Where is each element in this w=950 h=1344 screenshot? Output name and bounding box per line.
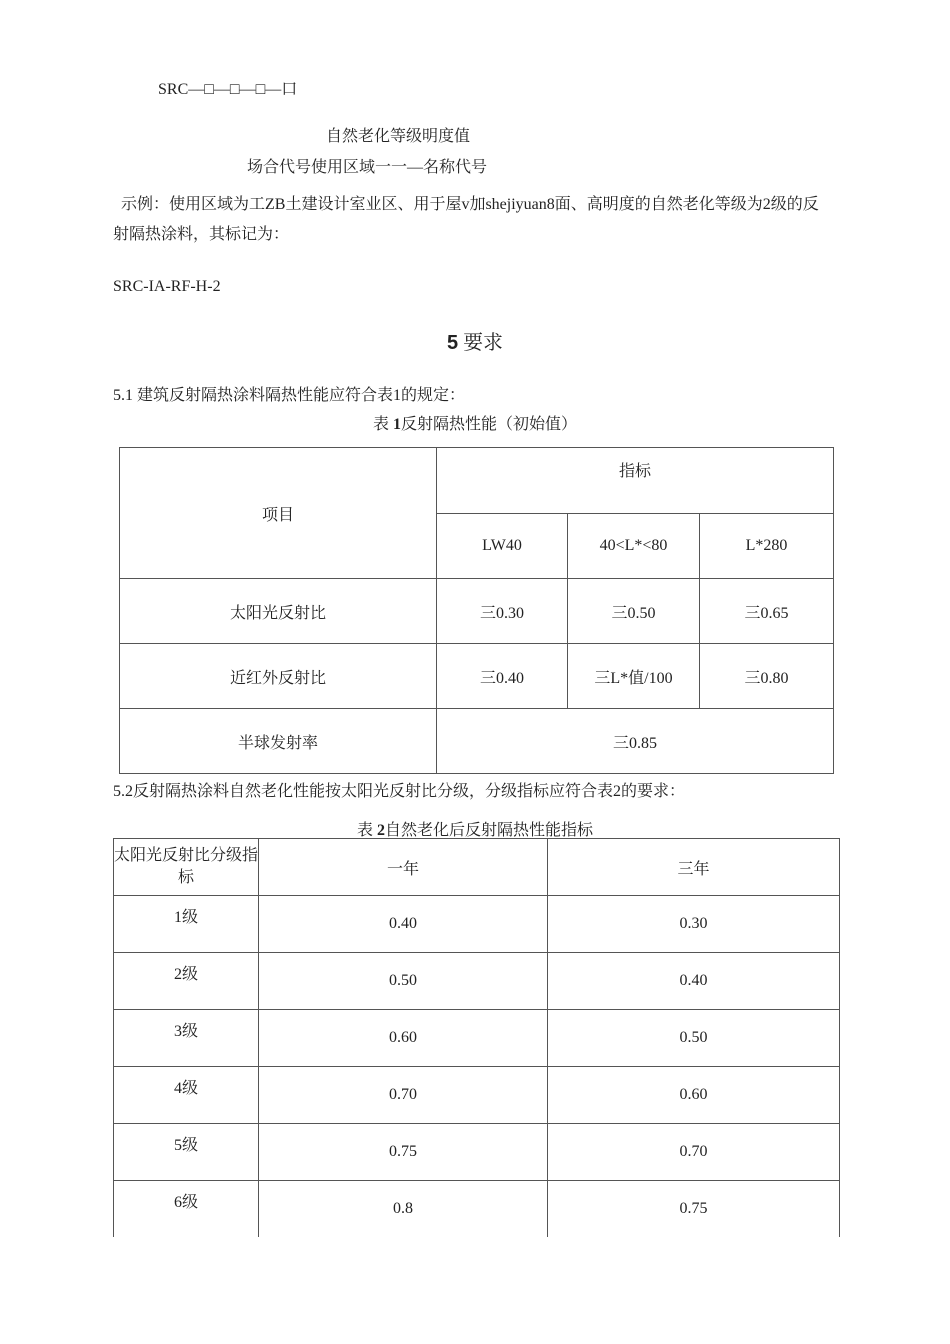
table-cell: 0.30 xyxy=(548,896,840,953)
table2-header-one-year: 一年 xyxy=(259,839,548,896)
table1-caption-prefix: 表 xyxy=(372,416,389,433)
designation-example xyxy=(113,190,833,250)
table-row xyxy=(114,1181,840,1238)
table2-header-row xyxy=(114,839,840,896)
table-row xyxy=(114,953,840,1010)
clause-5-1: 5.1 建筑反射隔热涂料隔热性能应符合表1的规定： xyxy=(113,387,466,404)
table-cell: 三0.80 xyxy=(700,644,834,709)
table1-caption xyxy=(0,411,950,434)
table-cell: 三0.40 xyxy=(437,644,568,709)
example-text: 示例：使用区域为工ZB土建设计室业区、用于屋v加shejiyuan8面、高明度的自然老化等级为2级的反射隔热涂料，其标记为： xyxy=(113,196,819,243)
grade-cell: 1级 xyxy=(114,896,259,953)
clause-5-2: 5.2反射隔热涂料自然老化性能按太阳光反射比分级，分级指标应符合表2的要求： xyxy=(113,783,686,800)
table-cell: 三0.30 xyxy=(437,579,568,644)
table1-caption-text: 反射隔热性能（初始值） xyxy=(401,416,578,433)
grade-cell: 5级 xyxy=(114,1124,259,1181)
table-cell: 0.40 xyxy=(548,953,840,1010)
row-label: 近红外反射比 xyxy=(120,644,437,709)
table2 xyxy=(113,838,840,1237)
table-cell: 三0.85 xyxy=(437,709,834,774)
section-title: 要求 xyxy=(463,332,504,354)
row-label: 太阳光反射比 xyxy=(120,579,437,644)
table-cell: 0.70 xyxy=(259,1067,548,1124)
table-row xyxy=(114,1067,840,1124)
table-cell: 0.40 xyxy=(259,896,548,953)
designation-note-line1: 自然老化等级明度值 xyxy=(326,128,471,145)
table2-caption-text: 自然老化后反射隔热性能指标 xyxy=(385,822,594,839)
designation-code-pattern: SRC—□—□—□—口 xyxy=(158,81,298,98)
table-cell: 0.50 xyxy=(548,1010,840,1067)
table-row xyxy=(114,1124,840,1181)
grade-cell: 6级 xyxy=(114,1181,259,1238)
table-cell: 0.75 xyxy=(259,1124,548,1181)
table1-subheader-cell: 40<L*<80 xyxy=(568,514,700,579)
grade-cell: 3级 xyxy=(114,1010,259,1067)
table-cell: 0.50 xyxy=(259,953,548,1010)
table2-caption-number: 2 xyxy=(377,822,385,839)
table-row xyxy=(120,579,834,644)
example-mark: SRC-IA-RF-H-2 xyxy=(113,278,221,295)
table2-caption xyxy=(0,817,950,840)
table-row xyxy=(114,1010,840,1067)
row-label: 半球发射率 xyxy=(120,709,437,774)
section-number: 5 xyxy=(446,332,459,354)
table2-header-three-year: 三年 xyxy=(548,839,840,896)
table1-header-spec: 指标 xyxy=(437,448,834,514)
table1-header-row xyxy=(120,448,834,514)
designation-note-line2: 场合代号使用区域一一—名称代号 xyxy=(247,159,488,176)
table1-header-item: 项目 xyxy=(120,448,437,579)
table2-caption-prefix: 表 xyxy=(356,822,373,839)
table-cell: 三L*值/100 xyxy=(568,644,700,709)
table1-subheader-cell: LW40 xyxy=(437,514,568,579)
table-cell: 0.8 xyxy=(259,1181,548,1238)
grade-cell: 2级 xyxy=(114,953,259,1010)
section-heading xyxy=(0,326,950,355)
table1-subheader-cell: L*280 xyxy=(700,514,834,579)
grade-cell: 4级 xyxy=(114,1067,259,1124)
table-cell: 三0.65 xyxy=(700,579,834,644)
table-row xyxy=(120,644,834,709)
table1-caption-number: 1 xyxy=(393,416,401,433)
table-cell: 三0.50 xyxy=(568,579,700,644)
table-row xyxy=(114,896,840,953)
table-cell: 0.75 xyxy=(548,1181,840,1238)
table-row xyxy=(120,709,834,774)
table1 xyxy=(119,447,834,774)
table-cell: 0.60 xyxy=(548,1067,840,1124)
table2-header-grade: 太阳光反射比分级指标 xyxy=(114,839,259,896)
table-cell: 0.70 xyxy=(548,1124,840,1181)
table-cell: 0.60 xyxy=(259,1010,548,1067)
